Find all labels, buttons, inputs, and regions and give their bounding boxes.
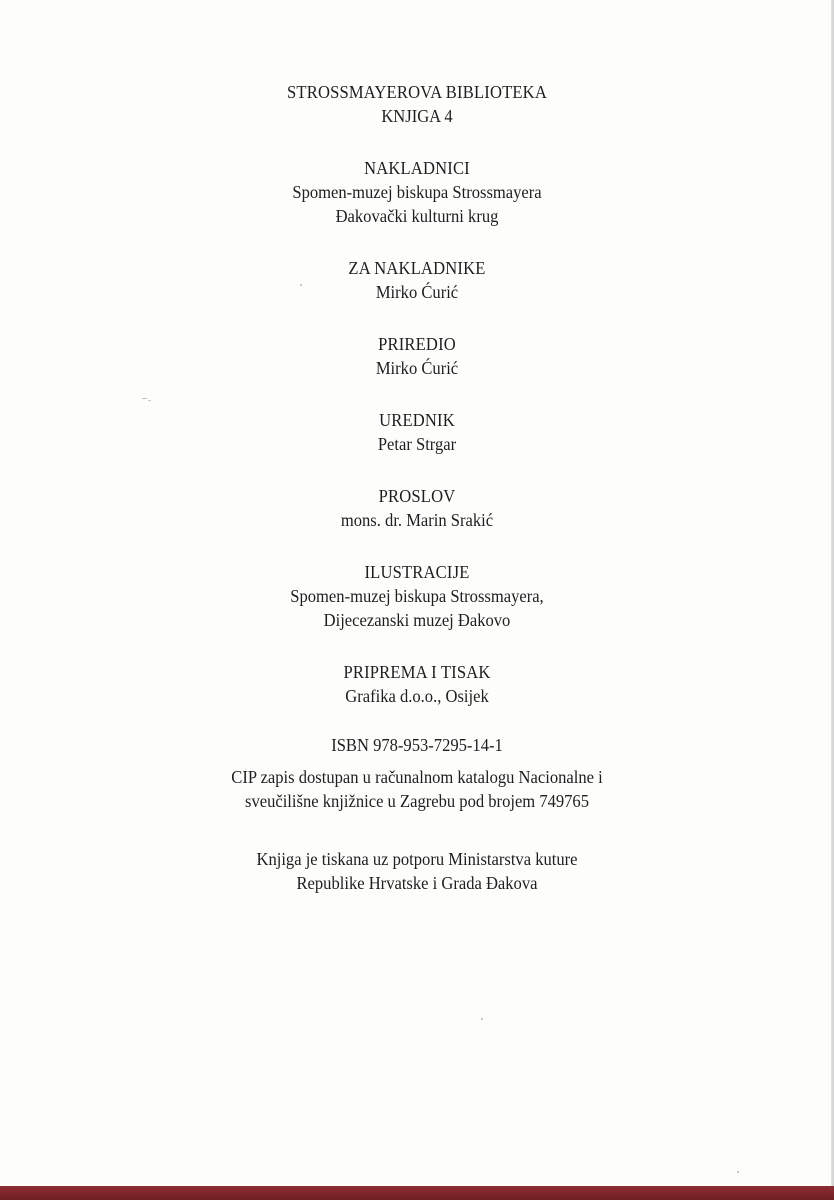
foreword-heading: PROSLOV	[378, 486, 456, 506]
prepared-by-heading: PRIREDIO	[378, 334, 456, 354]
editor-heading: UREDNIK	[379, 410, 455, 430]
prepress-print-heading: PRIPREMA I TISAK	[343, 662, 491, 682]
illustrations-line: Spomen-muzej biskupa Strossmayera,	[290, 586, 544, 606]
scan-speck	[481, 1018, 483, 1020]
foreword-author: mons. dr. Marin Srakić	[340, 510, 494, 530]
publisher-line: Đakovački kulturni krug	[335, 206, 499, 226]
series-volume: KNJIGA 4	[381, 106, 453, 126]
publishers-block	[33, 156, 800, 228]
editor-block	[33, 408, 800, 456]
prepared-by-name: Mirko Ćurić	[375, 358, 459, 378]
for-publishers-name: Mirko Ćurić	[375, 282, 459, 302]
prepared-by-block	[33, 332, 800, 380]
series-title: STROSSMAYEROVA BIBLIOTEKA	[287, 82, 547, 102]
colophon	[33, 80, 800, 895]
printer-name: Grafika d.o.o., Osijek	[345, 686, 489, 706]
editor-name: Petar Strgar	[377, 434, 457, 454]
for-publishers-heading: ZA NAKLADNIKE	[348, 258, 486, 278]
book-cover-binding-strip	[0, 1186, 834, 1200]
cip-line: sveučilišne knjižnice u Zagrebu pod brojem 749765	[245, 791, 589, 811]
for-publishers-block	[33, 256, 800, 304]
support-block	[33, 847, 800, 895]
illustrations-heading: ILUSTRACIJE	[364, 562, 470, 582]
isbn-block	[33, 733, 800, 813]
publisher-line: Spomen-muzej biskupa Strossmayera	[292, 182, 542, 202]
scan-speck	[737, 1171, 739, 1173]
cip-line: CIP zapis dostupan u računalnom katalogu Nacionalne i	[231, 767, 603, 787]
illustrations-line: Dijecezanski muzej Đakovo	[323, 610, 511, 630]
support-line: Knjiga je tiskana uz potporu Ministarstva kuture	[256, 849, 578, 869]
foreword-block	[33, 484, 800, 532]
isbn-number: ISBN 978-953-7295-14-1	[331, 735, 503, 755]
prepress-print-block	[33, 660, 800, 708]
support-line: Republike Hrvatske i Grada Đakova	[296, 873, 538, 893]
publishers-heading: NAKLADNICI	[364, 158, 470, 178]
series-block	[33, 80, 800, 128]
illustrations-block	[33, 560, 800, 632]
